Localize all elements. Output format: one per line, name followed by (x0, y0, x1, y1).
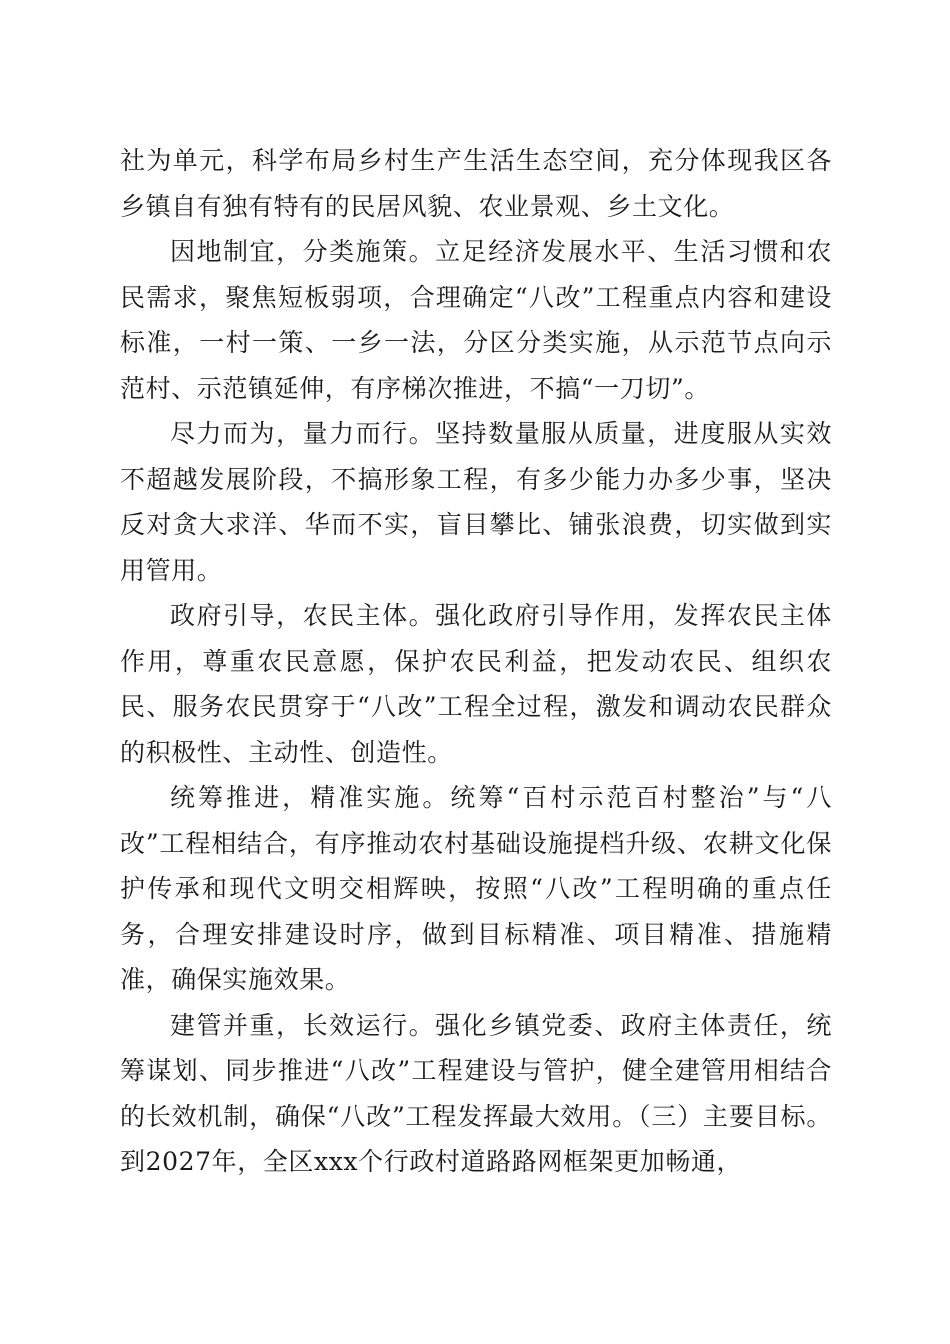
paragraph-government-guidance: 政府引导，农民主体。强化政府引导作用，发挥农民主体作用，尊重农民意愿，保护农民利益，把发动农民、组织农民、服务农民贯穿于“八改”工程全过程，激发和调动农民群众的积极性、主动性、创造性。 (120, 601, 832, 767)
paragraph-local-conditions: 因地制宜，分类施策。立足经济发展水平、生活习惯和农民需求，聚焦短板弱项，合理确定“八改”工程重点内容和建设标准，一村一策、一乡一法，分区分类实施，从示范节点向示范村、示范镇延伸，有序梯次推进，不搞“一刀切”。 (120, 237, 832, 403)
paragraph-within-means: 尽力而为，量力而行。坚持数量服从质量，进度服从实效不超越发展阶段，不搞形象工程，有多少能力办多少事，坚决反对贪大求洋、华而不实，盲目攀比、铺张浪费，切实做到实用管用。 (120, 419, 832, 585)
document-page (120, 138, 832, 1185)
paragraph-coordinated-implementation: 统筹推进，精准实施。统筹“百村示范百村整治”与“八改”工程相结合，有序推动农村基础设施提档升级、农耕文化保护传承和现代文明交相辉映，按照“八改”工程明确的重点任务，合理安排建设时序，做到目标精准、项目精准、措施精准，确保实施效果。 (120, 783, 832, 994)
paragraph-rural-layout: 社为单元，科学布局乡村生产生活生态空间，充分体现我区各乡镇自有独有特有的民居风貌、农业景观、乡土文化。 (120, 146, 832, 221)
paragraph-construction-management: 建管并重，长效运行。强化乡镇党委、政府主体责任，统筹谋划、同步推进“八改”工程建设与管护，健全建管用相结合的长效机制，确保“八改”工程发挥最大效用。（三）主要目标。到2027年，全区xxx个行政村道路路网框架更加畅通， (120, 1010, 832, 1176)
